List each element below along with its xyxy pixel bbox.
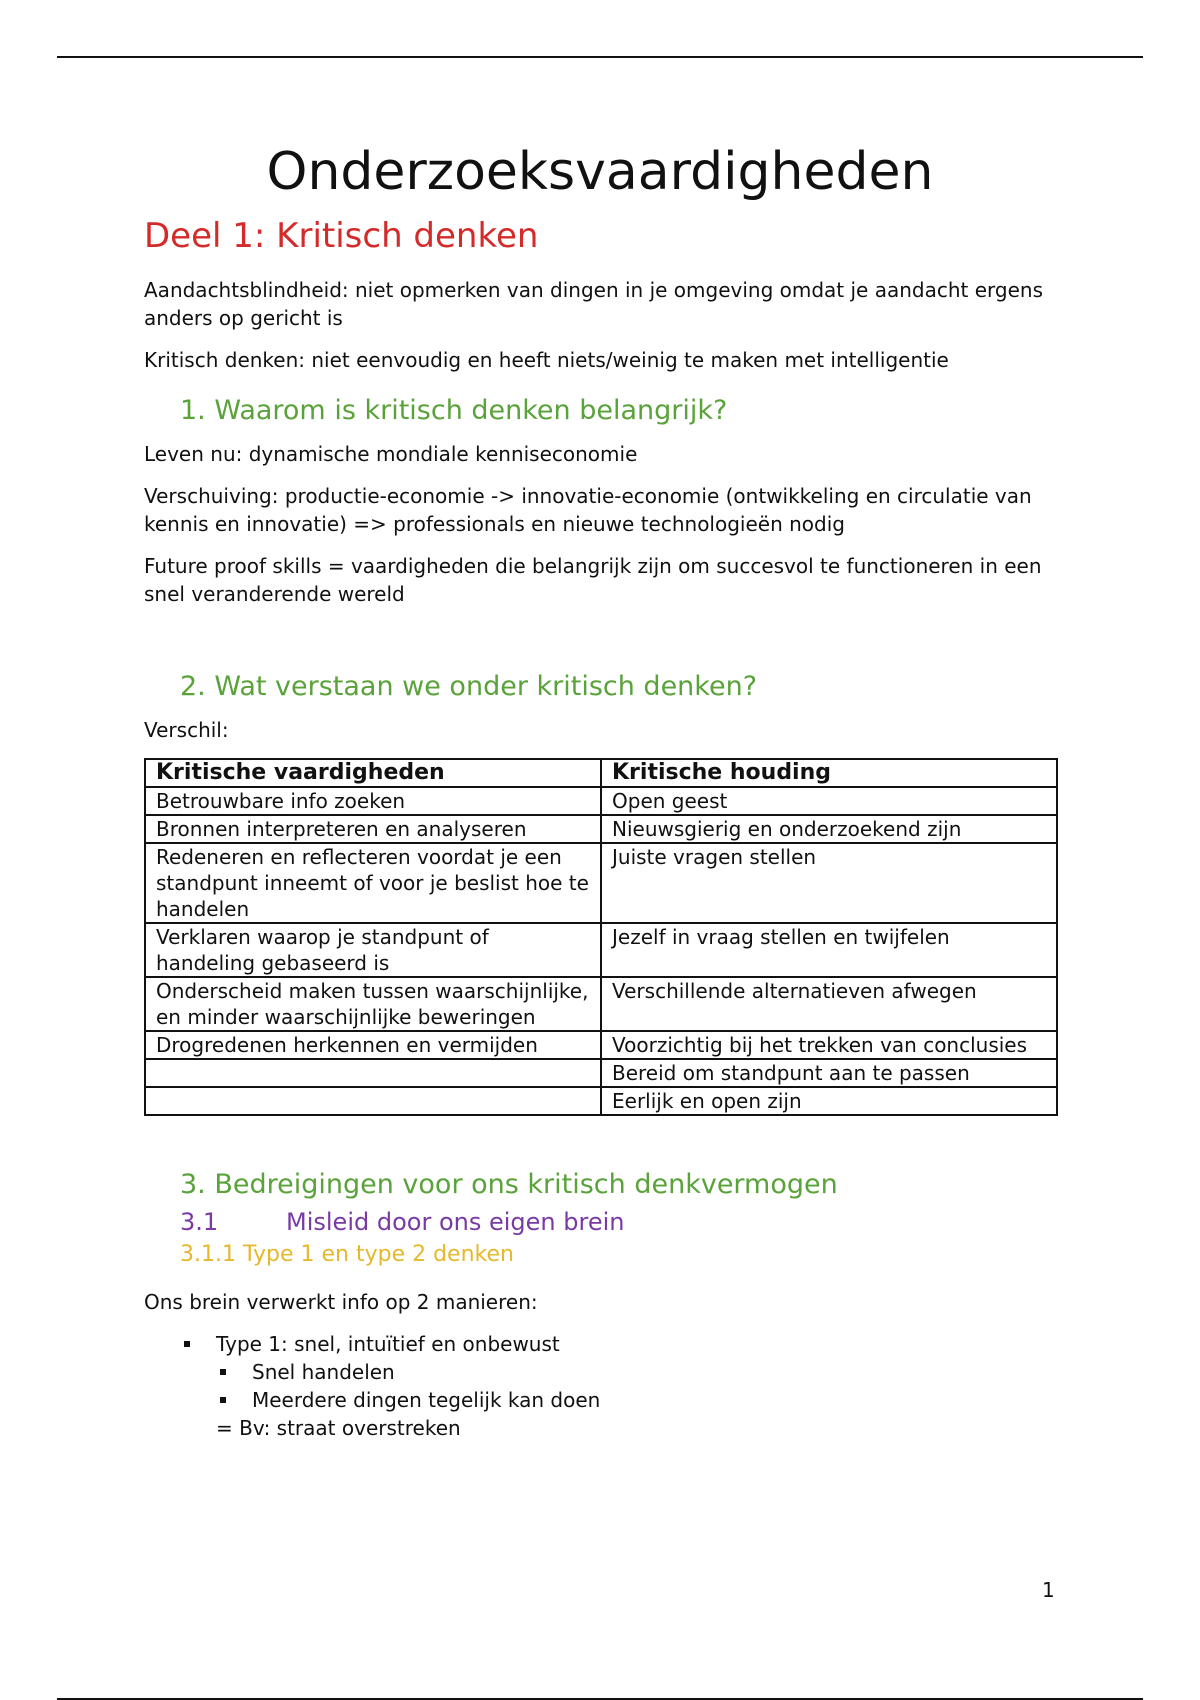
table-cell — [145, 1059, 601, 1087]
sub-list-item: Meerdere dingen tegelijk kan doen — [216, 1386, 1056, 1414]
table-cell: Juiste vragen stellen — [601, 843, 1057, 923]
bullet-list — [144, 1330, 1056, 1442]
table-cell: Verklaren waarop je standpunt of handeling gebaseerd is — [145, 923, 601, 977]
header-rule — [57, 56, 1143, 58]
table-row — [145, 815, 1057, 843]
section3-lead: Ons brein verwerkt info op 2 manieren: — [144, 1290, 538, 1314]
table-row — [145, 923, 1057, 977]
table-cell — [145, 1087, 601, 1115]
table-cell: Voorzichtig bij het trekken van conclusies — [601, 1031, 1057, 1059]
table-cell: Bereid om standpunt aan te passen — [601, 1059, 1057, 1087]
subsection-heading — [180, 1206, 1056, 1238]
sub-bullet-list — [216, 1358, 1056, 1414]
table-row — [145, 977, 1057, 1031]
part-heading: Deel 1: Kritisch denken — [144, 216, 539, 256]
table-cell: Redeneren en reflecteren voordat je een standpunt inneemt of voor je beslist hoe te handelen — [145, 843, 601, 923]
table-cell: Drogredenen herkennen en vermijden — [145, 1031, 601, 1059]
table-cell: Open geest — [601, 787, 1057, 815]
document-page — [144, 140, 1056, 1442]
subsection-number: 3.1 — [180, 1208, 219, 1236]
intro-paragraph: Aandachtsblindheid: niet opmerken van dingen in je omgeving omdat je aandacht ergens anders op gericht is — [144, 278, 1043, 330]
table-row — [145, 1087, 1057, 1115]
section-heading-1: 1. Waarom is kritisch denken belangrijk? — [180, 395, 728, 426]
list-item-text: Type 1: snel, intuïtief en onbewust — [216, 1332, 560, 1356]
intro-paragraph: Kritisch denken: niet eenvoudig en heeft niets/weinig te maken met intelligentie — [144, 348, 949, 372]
table-cell: Eerlijk en open zijn — [601, 1087, 1057, 1115]
list-item — [180, 1330, 1056, 1442]
table-cell: Betrouwbare info zoeken — [145, 787, 601, 815]
table-row — [145, 1031, 1057, 1059]
comparison-table — [144, 758, 1058, 1116]
section-heading-2: 2. Wat verstaan we onder kritisch denken? — [180, 671, 758, 702]
section1-paragraph: Leven nu: dynamische mondiale kenniseconomie — [144, 442, 638, 466]
table-row — [145, 1059, 1057, 1087]
table-header-cell: Kritische vaardigheden — [145, 759, 601, 787]
subsubsection-heading: 3.1.1 Type 1 en type 2 denken — [180, 1242, 514, 1267]
table-cell: Verschillende alternatieven afwegen — [601, 977, 1057, 1031]
table-header-cell: Kritische houding — [601, 759, 1057, 787]
table-cell: Bronnen interpreteren en analyseren — [145, 815, 601, 843]
sub-list-item: Snel handelen — [216, 1358, 1056, 1386]
subsection-title: Misleid door ons eigen brein — [286, 1208, 625, 1236]
table-cell: Jezelf in vraag stellen en twijfelen — [601, 923, 1057, 977]
table-row — [145, 787, 1057, 815]
section-heading-3: 3. Bedreigingen voor ons kritisch denkvermogen — [180, 1169, 838, 1200]
table-row — [145, 843, 1057, 923]
table-header-row — [145, 759, 1057, 787]
table-cell: Onderscheid maken tussen waarschijnlijke, en minder waarschijnlijke beweringen — [145, 977, 601, 1031]
page-number: 1 — [1042, 1578, 1055, 1602]
document-title: Onderzoeksvaardigheden — [266, 142, 934, 202]
section1-paragraph: Future proof skills = vaardigheden die belangrijk zijn om succesvol te functioneren in een snel veranderende wereld — [144, 554, 1042, 606]
table-cell: Nieuwsgierig en onderzoekend zijn — [601, 815, 1057, 843]
section1-paragraph: Verschuiving: productie-economie -> innovatie-economie (ontwikkeling en circulatie van kennis en innovatie) => professionals en nieuwe technologieën nodig — [144, 484, 1032, 536]
section2-lead: Verschil: — [144, 718, 229, 742]
example-line: = Bv: straat overstreken — [216, 1416, 461, 1440]
